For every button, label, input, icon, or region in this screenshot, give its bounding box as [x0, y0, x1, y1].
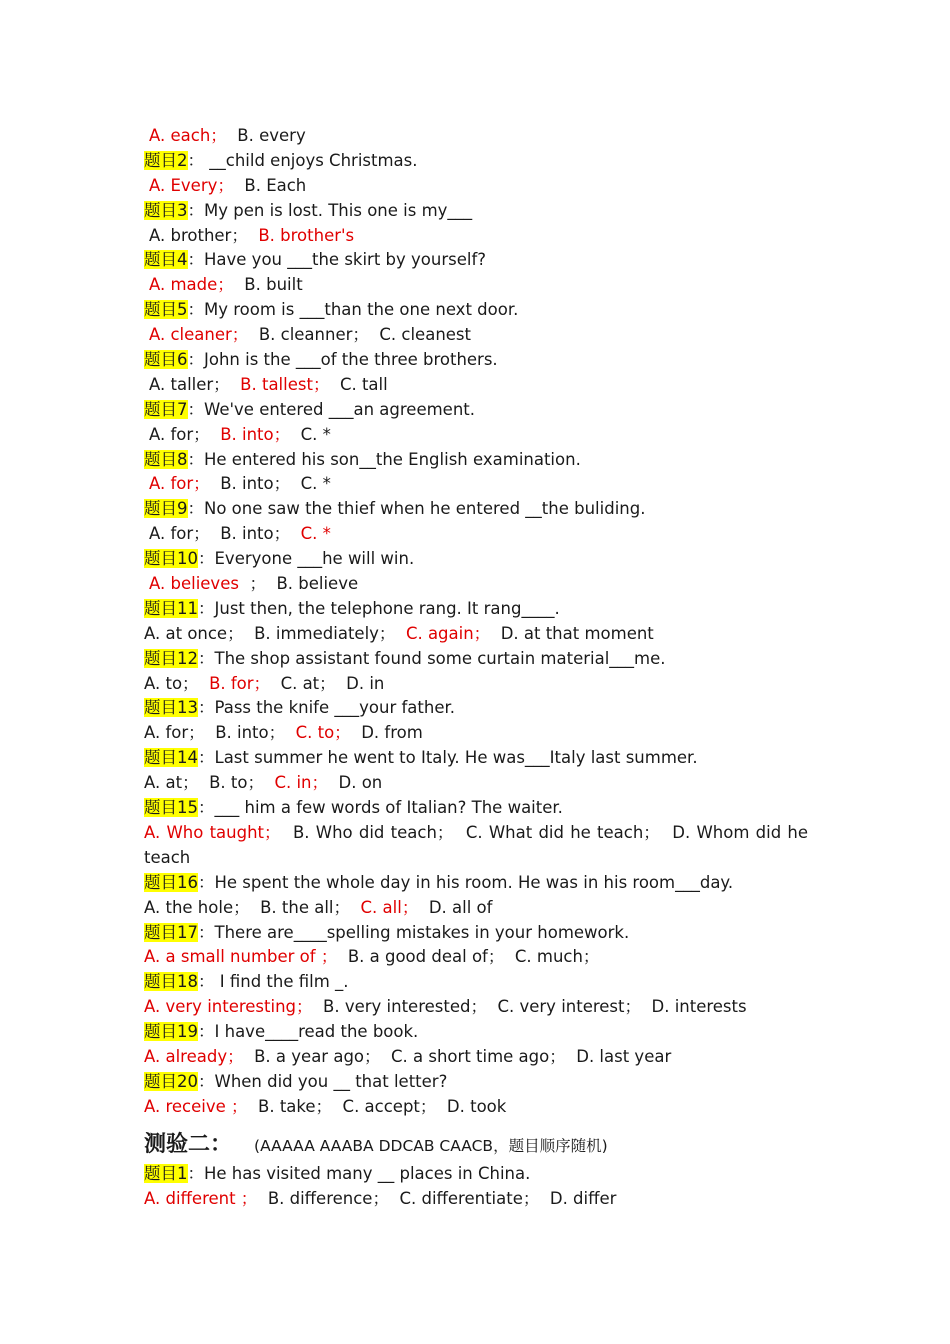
answer-key-note: (AAAAA AAABA DDCAB CAACB，题目顺序随机)	[254, 1136, 608, 1155]
question-text: ： I find the film _.	[198, 972, 349, 992]
question-line	[144, 1020, 808, 1045]
question-text: ： __child enjoys Christmas.	[187, 150, 418, 170]
correct-option: A. made；	[149, 275, 234, 295]
options-line	[144, 622, 808, 647]
question-text: ：When did you __ that letter?	[198, 1071, 448, 1091]
section2-question-list	[144, 1162, 808, 1212]
question-line	[144, 448, 808, 473]
options-line	[144, 721, 808, 746]
question-number: 题目4	[144, 250, 188, 270]
option: C. tall	[339, 374, 388, 394]
question-number: 题目16	[144, 872, 198, 892]
option: B. immediately；	[254, 623, 396, 643]
option: D. in	[346, 673, 385, 693]
question-text: ：He entered his son__the English examination.	[187, 449, 581, 469]
option: B. cleanner；	[258, 325, 369, 345]
option: A. for；	[149, 424, 210, 444]
option: ；	[249, 574, 266, 594]
correct-option: A. a small number of ；	[144, 947, 338, 967]
option: B. Each	[244, 175, 307, 195]
option: B. difference；	[267, 1188, 389, 1208]
question-number: 题目10	[144, 549, 198, 569]
question-line	[144, 796, 808, 821]
question-number: 题目6	[144, 350, 188, 370]
question-line	[144, 149, 808, 174]
correct-option: A. for；	[149, 474, 210, 494]
option: C. at；	[280, 673, 336, 693]
question-number: 题目3	[144, 200, 188, 220]
question-line	[144, 547, 808, 572]
option: B. built	[244, 275, 303, 295]
option: B. believe	[276, 574, 359, 594]
options-line	[144, 323, 808, 348]
option: A. to；	[144, 673, 199, 693]
question-text: ：The shop assistant found some curtain material___me.	[198, 648, 666, 668]
question-text: ：He spent the whole day in his room. He was in his room___day.	[198, 872, 734, 892]
correct-option: B. into；	[220, 424, 291, 444]
section-title: 测验二：	[144, 1131, 233, 1157]
options-line	[144, 273, 808, 298]
option: D. took	[446, 1096, 507, 1116]
options-line	[144, 995, 808, 1020]
option: B. into；	[220, 524, 291, 544]
options-line	[144, 1187, 808, 1212]
option: D. all of	[428, 897, 493, 917]
correct-option: A. cleaner；	[149, 325, 249, 345]
correct-option: C. all；	[360, 897, 419, 917]
correct-option: C. in；	[274, 773, 329, 793]
question-text: ：Just then, the telephone rang. It rang____.	[198, 598, 560, 618]
option: C. *	[300, 474, 331, 494]
option: C. cleanest	[379, 325, 471, 345]
question-line	[144, 497, 808, 522]
option: A. at once；	[144, 623, 244, 643]
option: D. Whom did he teach	[144, 822, 808, 867]
option: B. into；	[215, 723, 286, 743]
question-text: ：We've entered ___an agreement.	[187, 399, 475, 419]
option: A. taller；	[149, 374, 230, 394]
options-line	[144, 896, 808, 921]
question-line	[144, 696, 808, 721]
question-text: ：___ him a few words of Italian? The waiter.	[198, 798, 563, 818]
options-line	[144, 124, 808, 149]
options-line	[144, 423, 808, 448]
correct-option: A. already；	[144, 1046, 244, 1066]
option: C. very interest；	[497, 997, 641, 1017]
question-number: 题目14	[144, 748, 198, 768]
question-number: 题目9	[144, 499, 188, 519]
correct-option: C. *	[300, 524, 331, 544]
question-text: ：There are____spelling mistakes in your homework.	[198, 922, 630, 942]
question-line	[144, 248, 808, 273]
question-line	[144, 298, 808, 323]
correct-option: A. different ；	[144, 1188, 258, 1208]
question-line	[144, 921, 808, 946]
question-number: 题目19	[144, 1022, 198, 1042]
option: B. a year ago；	[254, 1046, 381, 1066]
option: B. into；	[220, 474, 291, 494]
question-number: 题目5	[144, 300, 188, 320]
correct-option: A. believes	[149, 574, 239, 594]
correct-option: A. Every；	[149, 175, 234, 195]
correct-option: B. tallest；	[240, 374, 330, 394]
correct-option: A. very interesting；	[144, 997, 313, 1017]
question-number: 题目11	[144, 598, 198, 618]
option: C. much；	[514, 947, 600, 967]
option: C. accept；	[342, 1096, 437, 1116]
option: D. at that moment	[500, 623, 654, 643]
option: B. a good deal of；	[347, 947, 505, 967]
question-text: ：Pass the knife ___your father.	[198, 698, 455, 718]
question-line	[144, 746, 808, 771]
question-number: 题目17	[144, 922, 198, 942]
question-number: 题目7	[144, 399, 188, 419]
question-text: ：He has visited many __ places in China.	[187, 1163, 531, 1183]
question-line	[144, 970, 808, 995]
options-line	[144, 224, 808, 249]
question-number: 题目13	[144, 698, 198, 718]
question-text: ：I have____read the book.	[198, 1022, 419, 1042]
question-text: ：Everyone ___he will win.	[198, 549, 415, 569]
options-line	[144, 672, 808, 697]
options-line	[144, 174, 808, 199]
option: A. brother；	[149, 225, 248, 245]
correct-option: B. for；	[209, 673, 271, 693]
correct-option: A. Who taught；	[144, 822, 281, 842]
correct-option: A. receive ；	[144, 1096, 248, 1116]
option: A. for；	[144, 723, 205, 743]
question-line	[144, 199, 808, 224]
question-line	[144, 597, 808, 622]
question-number: 题目8	[144, 449, 188, 469]
question-number: 题目1	[144, 1163, 188, 1183]
option: D. last year	[576, 1046, 672, 1066]
options-line	[144, 373, 808, 398]
question-text: ：My pen is lost. This one is my___	[187, 200, 473, 220]
section-header	[144, 1128, 808, 1162]
option: D. on	[338, 773, 383, 793]
correct-option: C. to；	[295, 723, 351, 743]
options-line	[144, 472, 808, 497]
option: D. from	[361, 723, 423, 743]
options-line	[144, 771, 808, 796]
question-line	[144, 871, 808, 896]
question-text: ：John is the ___of the three brothers.	[187, 350, 498, 370]
option: B. the all；	[260, 897, 351, 917]
question-number: 题目2	[144, 150, 188, 170]
options-line	[144, 821, 808, 871]
question-number: 题目18	[144, 972, 198, 992]
question-line	[144, 348, 808, 373]
option: D. differ	[549, 1188, 617, 1208]
question-line	[144, 647, 808, 672]
question-text: ：Last summer he went to Italy. He was___Italy last summer.	[198, 748, 698, 768]
question-line	[144, 1162, 808, 1187]
options-line	[144, 572, 808, 597]
correct-option: C. again；	[405, 623, 491, 643]
option: D. interests	[651, 997, 747, 1017]
question-number: 题目20	[144, 1071, 198, 1091]
option: C. differentiate；	[399, 1188, 540, 1208]
question-text: ：Have you ___the skirt by yourself?	[187, 250, 487, 270]
document-body	[144, 124, 808, 1211]
option: C. a short time ago；	[391, 1046, 566, 1066]
option: A. at；	[144, 773, 199, 793]
option: A. for；	[149, 524, 210, 544]
options-line	[144, 522, 808, 547]
question-number: 题目12	[144, 648, 198, 668]
option: B. Who did teach；	[292, 822, 454, 842]
question-text: ：My room is ___than the one next door.	[187, 300, 519, 320]
option: B. to；	[209, 773, 264, 793]
question-number: 题目15	[144, 798, 198, 818]
option: B. every	[237, 126, 306, 145]
option: B. take；	[258, 1096, 333, 1116]
question-list	[144, 149, 808, 1120]
correct-option: A. each；	[149, 126, 227, 145]
question-text: ：No one saw the thief when he entered __the buliding.	[187, 499, 646, 519]
options-line	[144, 1095, 808, 1120]
option: C. *	[300, 424, 331, 444]
intro-options	[144, 124, 808, 149]
option: A. the hole；	[144, 897, 250, 917]
option: B. very interested；	[323, 997, 487, 1017]
question-line	[144, 398, 808, 423]
options-line	[144, 945, 808, 970]
options-line	[144, 1045, 808, 1070]
correct-option: B. brother's	[258, 225, 355, 245]
question-line	[144, 1070, 808, 1095]
option: C. What did he teach；	[465, 822, 660, 842]
